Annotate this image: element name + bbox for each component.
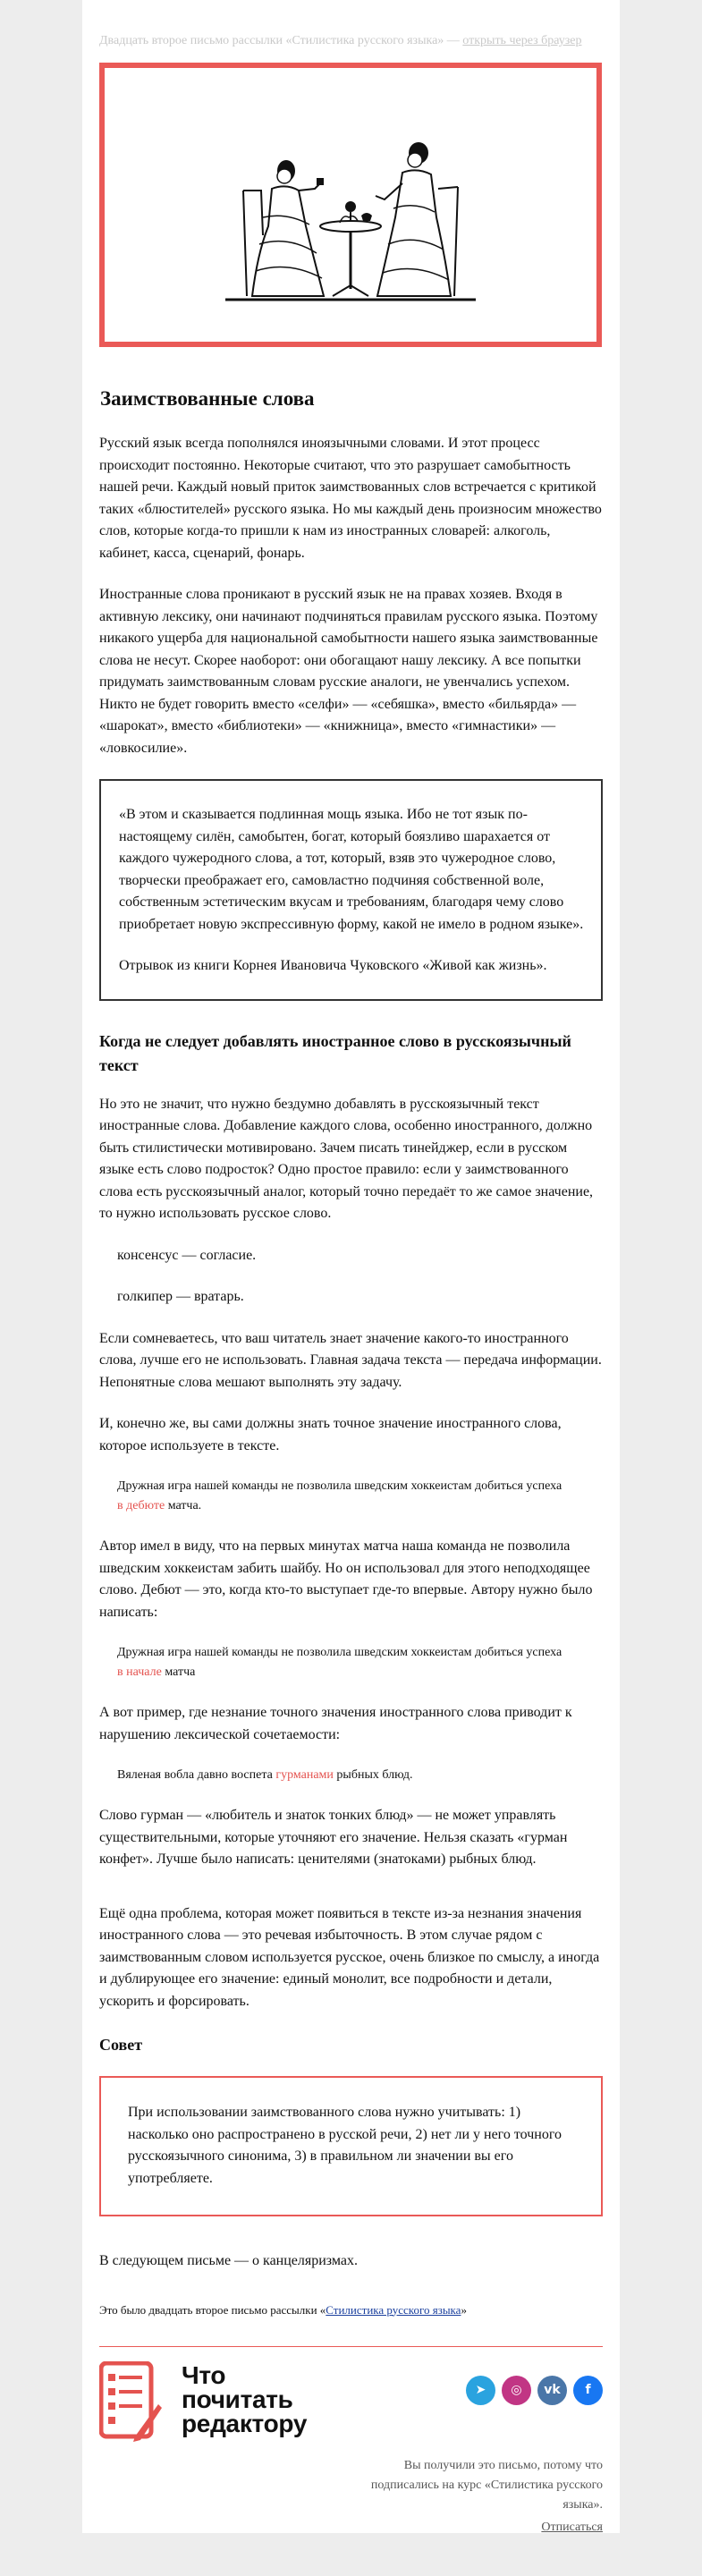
paragraph-intro: Русский язык всегда пополнялся иноязычными словами. И этот процесс происходит постоянно. Некоторые считают, что это разрушает самобытность нашей речи. Каждый новый приток заимствованных слов встречается с критикой таких «блюстителей» русского языка. Но мы каждый день произносим множество слов, которые когда-то пришли к нам из иностранных словарей: алкоголь, кабинет, касса, сценарий, фонарь. xyxy=(99,436,602,561)
series-note-suffix: » xyxy=(461,2302,467,2317)
logo-line-2: почитать xyxy=(182,2385,293,2413)
paragraph-redundancy: Ещё одна проблема, которая может появиться в тексте из-за незнания значения иностранного слова — это речевая избыточность. В этом случае рядом с заимствованным словом используется русское, очень близкое по смыслу, а иногда и дублирующее его значение: единый монолит, все подробности и детали, ускорить и форсировать. xyxy=(99,1905,600,2009)
logo-line-1: Что xyxy=(182,2360,226,2389)
brand-logo[interactable] xyxy=(99,2361,307,2444)
paragraph-meaning: И, конечно же, вы сами должны знать точное значение иностранного слова, которое используете в тексте. xyxy=(99,1416,562,1453)
preheader-text: Двадцать второе письмо рассылки «Стилистика русского языка» — xyxy=(99,34,460,47)
example-debut xyxy=(99,1477,603,1516)
example-gourmet xyxy=(99,1766,603,1785)
example-beginning xyxy=(99,1643,603,1682)
footer xyxy=(99,2361,603,2576)
series-link[interactable]: Стилистика русского языка xyxy=(326,2302,461,2317)
example-goalkeeper: голкипер — вратарь. xyxy=(117,1289,244,1304)
article-title: Заимствованные слова xyxy=(100,387,315,410)
example-text-end: матча xyxy=(161,1665,196,1679)
quote-source: Отрывок из книги Корнея Ивановича Чуковского «Живой как жизнь». xyxy=(119,958,547,973)
vk-icon[interactable]: vk xyxy=(537,2376,567,2405)
example-text-end: матча. xyxy=(165,1499,202,1513)
highlight-word: гурманами xyxy=(275,1768,334,1782)
example-consensus: консенсус — согласие. xyxy=(117,1247,257,1263)
checklist-logo-icon xyxy=(99,2361,162,2444)
logo-line-3: редактору xyxy=(182,2409,308,2437)
paragraph-doubt: Если сомневаетесь, что ваш читатель знает значение какого-то иностранного слова, лучше его не использовать. Главная задача текста — передача информации. Непонятные слова мешают выполнять эту задачу. xyxy=(99,1330,602,1390)
series-note-prefix: Это было двадцать второе письмо рассылки « xyxy=(99,2302,326,2317)
email-body xyxy=(82,0,620,2533)
preheader xyxy=(99,0,603,63)
facebook-icon[interactable]: f xyxy=(573,2376,603,2405)
hero-illustration xyxy=(99,63,602,347)
advice-heading: Совет xyxy=(99,2036,143,2054)
highlight-word: в начале xyxy=(117,1665,162,1679)
highlight-word: в дебюте xyxy=(117,1499,165,1513)
advice-box xyxy=(99,2076,603,2216)
paragraph-gourmet-explanation: Слово гурман — «любитель и знаток тонких блюд» — не может управлять существительными, которые уточняют его значение. Нельзя сказать «гурман конфет». Лучше было написать: ценителями (знатоками) рыбных блюд. xyxy=(99,1808,568,1867)
social-links xyxy=(466,2376,603,2405)
paragraph-debut-explanation: Автор имел в виду, что на первых минутах матча наша команда не позволила шведским хоккеистам забить шайбу. Но он использовал для этого неподходящее слово. Дебют — это, когда кто-то выступает где-то впервые. Автору нужно было написать: xyxy=(99,1538,593,1620)
advice-text: При использовании заимствованного слова нужно учитывать: 1) насколько оно распространено в русской речи, 2) нет ли у него точного русскоязычного синонима, 3) в правильном ли значении вы его употребляете. xyxy=(128,2105,562,2186)
paragraph-collocation: А вот пример, где незнание точного значения иностранного слова приводит к нарушению лексической сочетаемости: xyxy=(99,1705,572,1742)
example-text: Дружная игра нашей команды не позволила шведским хоккеистам добиться успеха xyxy=(117,1479,562,1493)
paragraph-rule: Но это не значит, что нужно бездумно добавлять в русскоязычный текст иностранные слова. Добавление каждого слова, особенно иностранного, должно быть стилистически мотивировано. Зачем писать тинейджер, если в русском языке есть слово подросток? Одно простое правило: если у заимствованного слова есть русскоязычный аналог, который точно передаёт то же самое значение, то нужно использовать русское слово. xyxy=(99,1096,594,1221)
open-in-browser-link[interactable]: открыть через браузер xyxy=(462,34,582,47)
telegram-icon[interactable]: ➤ xyxy=(466,2376,495,2405)
example-text: Дружная игра нашей команды не позволила шведским хоккеистам добиться успеха xyxy=(117,1646,562,1659)
quote-box xyxy=(99,779,603,1001)
series-note xyxy=(99,2301,603,2319)
unsubscribe-link[interactable]: Отписаться xyxy=(541,2520,603,2534)
footer-divider xyxy=(99,2346,603,2347)
section-heading: Когда не следует добавлять иностранное слово в русскоязычный текст xyxy=(99,1031,571,1074)
example-text-end: рыбных блюд. xyxy=(333,1768,413,1782)
subscription-note: Вы получили это письмо, потому что подписались на курс «Стилистика русского языка». xyxy=(370,2458,603,2512)
instagram-icon[interactable]: ◎ xyxy=(502,2376,531,2405)
example-text: Вяленая вобла давно воспета xyxy=(117,1768,276,1782)
next-letter-text: В следующем письме — о канцеляризмах. xyxy=(99,2253,359,2268)
tea-party-illustration xyxy=(216,101,485,309)
paragraph-foreign-words: Иностранные слова проникают в русский язык не на правах хозяев. Входя в активную лексику, они начинают подчиняться правилам русского языка. Поэтому никакого ущерба для национальной самобытности нашего языка заимствованные слова не несут. Скорее наоборот: они обогащают нашу лексику. А все попытки придумать заимствованным словам русские аналоги, не увенчались успехом. Никто не будет говорить вместо «селфи» — «себяшка», вместо «бильярда» — «шарокат», вместо «библиотеки» — «книжница», вместо «гимнастики» — «ловкосилие». xyxy=(99,587,598,756)
quote-text: «В этом и сказывается подлинная мощь языка. Ибо не тот язык по-настоящему силён, самобытен, богат, который боязливо шарахается от каждого чужеродного слова, а тот, который, взяв это чужеродное слово, творчески преображает его, самовластно подчиняя собственной воле, собственным эстетическим вкусам и требованиям, благодаря чему слово приобретает новую экспрессивную форму, какой не имело в родном языке». xyxy=(119,807,584,932)
